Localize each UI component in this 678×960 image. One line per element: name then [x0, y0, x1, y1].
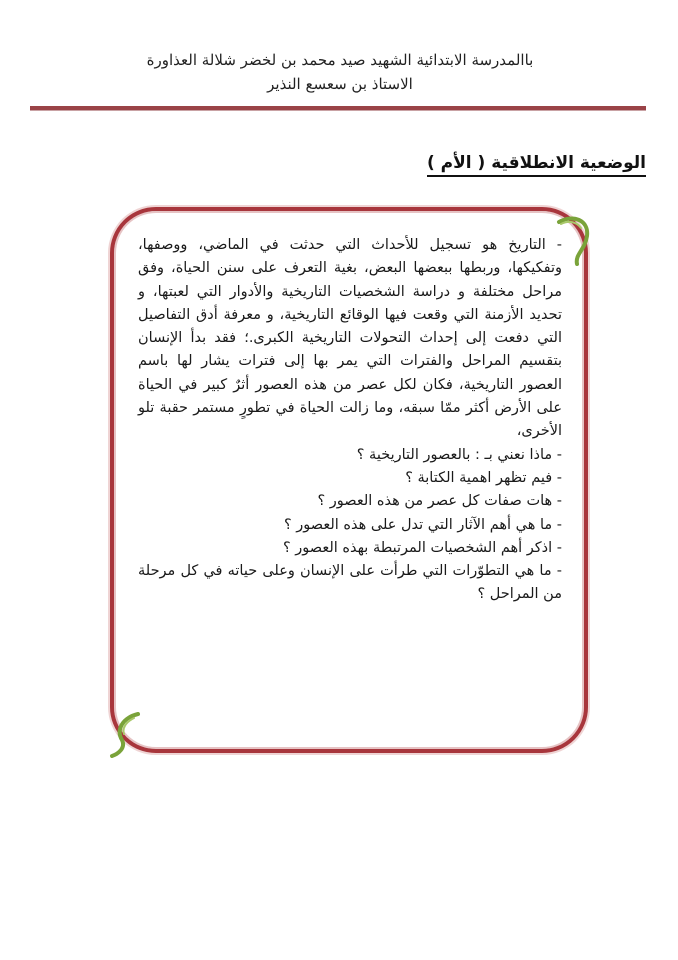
lesson-text — [138, 234, 562, 607]
question-item: - ما هي التطوّرات التي طرأت على الإنسان وعلى حياته في كل مرحلة من المراحل ؟ — [138, 563, 562, 603]
header-divider — [30, 106, 646, 111]
school-name: باالمدرسة الابتدائية الشهيد صيد محمد بن لخضر شلالة العذاورة — [146, 51, 534, 69]
question-item: - هات صفات كل عصر من هذه العصور ؟ — [317, 493, 562, 510]
question-item: - ماذا نعني بـ : بالعصور التاريخية ؟ — [356, 446, 562, 463]
question-item: - اذكر أهم الشخصيات المرتبطة بهذه العصور ؟ — [282, 539, 562, 556]
section-title: الوضعية الانطلاقية ( الأم ) — [427, 152, 646, 177]
vine-ornament-bottom-icon — [108, 712, 148, 758]
page-header — [40, 48, 640, 96]
question-item: - ما هي أهم الآثار التي تدل على هذه العصور ؟ — [283, 516, 562, 533]
intro-paragraph: - التاريخ هو تسجيل للأحداث التي حدثت في الماضي، ووصفها، وتفكيكها، وربطها ببعضها البعض، بغية التعرف على سنن الحياة، وفق مراحل مختلفة و دراسة الشخصيات التاريخية والأدوار التي لعبتها، و تحديد الأزمنة التي وقعت فيها الوقائع التاريخية، و معرفة أدق التفاصيل التي دفعت إلى إحداث التحولات التاريخية الكبرى.؛ فقد بدأ الإنسان بتقسيم المراحل والفترات التي يمر بها إلى فترات يشار لها باسم العصور التاريخية، فكان لكل عصر من هذه العصور أثرٌ كبير في الحياة على الأرض أكثر ممّا سبقه، وما زالت الحياة في تطورٍ مستمر حقبة تلو الأخرى، — [138, 237, 562, 440]
teacher-name: الاستاذ بن سعسع النذير — [267, 75, 413, 93]
question-item: - فيم تظهر اهمية الكتابة ؟ — [405, 469, 562, 486]
